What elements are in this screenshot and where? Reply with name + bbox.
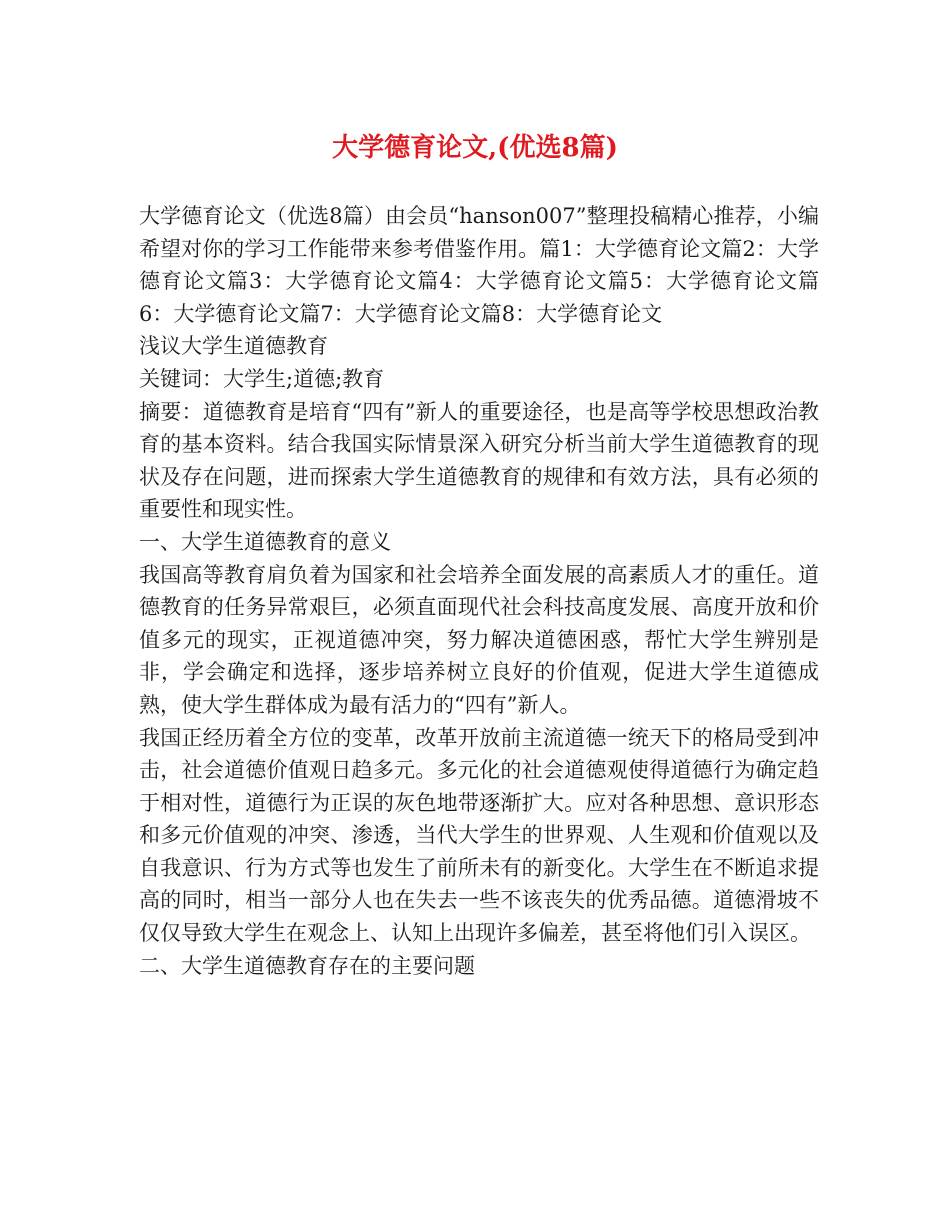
abstract-paragraph: 摘要：道德教育是培育“四有”新人的重要途径，也是高等学校思想政治教育的基本资料。结合我国实际情景深入研究分析当前大学生道德教育的现状及存在问题，进而探索大学生道德教育的规律和有效方法，具有必须的重要性和现实性。 <box>139 399 819 522</box>
article-heading: 浅议大学生道德教育 <box>139 334 328 359</box>
body-paragraph: 我国高等教育肩负着为国家和社会培养全面发展的高素质人才的重任。道德教育的任务异常艰巨，必须直面现代社会科技高度发展、高度开放和价值多元的现实，正视道德冲突，努力解决道德困惑，帮忙大学生辨别是非，学会确定和选择，逐步培养树立良好的价值观，促进大学生道德成熟，使大学生群体成为最有活力的“四有”新人。 <box>139 562 819 717</box>
intro-paragraph: 大学德育论文（优选8篇）由会员“hanson007”整理投稿精心推荐，小编希望对你的学习工作能带来参考借鉴作用。篇1：大学德育论文篇2：大学德育论文篇3：大学德育论文篇4：大学德育论文篇5：大学德育论文篇6：大学德育论文篇7：大学德育论文篇8：大学德育论文 <box>139 204 819 326</box>
section-heading-1: 一、大学生道德教育的意义 <box>139 529 391 554</box>
body-paragraph: 我国正经历着全方位的变革，改革开放前主流道德一统天下的格局受到冲击，社会道德价值观日趋多元。多元化的社会道德观使得道德行为确定趋于相对性，道德行为正误的灰色地带逐渐扩大。应对各种思想、意识形态和多元价值观的冲突、渗透，当代大学生的世界观、人生观和价值观以及自我意识、行为方式等也发生了前所未有的新变化。大学生在不断追求提高的同时，相当一部分人也在失去一些不该丧失的优秀品德。道德滑坡不仅仅导致大学生在观念上、认知上出现许多偏差，甚至将他们引入误区。 <box>139 725 819 946</box>
section-heading-2: 二、大学生道德教育存在的主要问题 <box>139 953 475 978</box>
document-title: 大学德育论文,(优选8篇) <box>332 133 618 163</box>
keywords-line: 关键词：大学生;道德;教育 <box>139 366 385 391</box>
document-body <box>139 200 819 982</box>
